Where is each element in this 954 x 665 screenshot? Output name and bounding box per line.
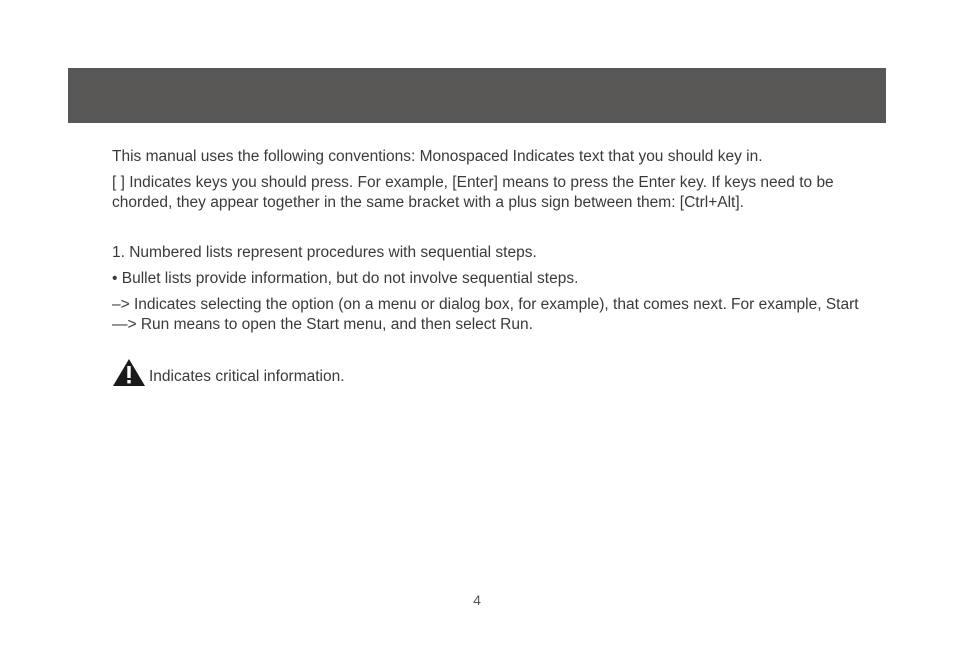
warning-note [112,357,862,387]
numbered-list-paragraph: 1. Numbered lists represent procedures with sequential steps. [112,244,537,261]
warning-triangle-icon [112,358,146,387]
page-number: 4 [473,592,481,608]
arrow-paragraph: –> Indicates selecting the option (on a menu or dialog box, for example), that comes next. For example, Start —> Run means to open the Start menu, and then select Run. [112,296,859,333]
keys-paragraph: [ ] Indicates keys you should press. For example, [Enter] means to press the Enter key. If keys need to be chorded, they appear together in the same bracket with a plus sign between them: [Ctrl+Alt]. [112,174,834,211]
bullet-list-paragraph: • Bullet lists provide information, but do not involve sequential steps. [112,270,579,287]
conventions-intro-paragraph: This manual uses the following conventions: Monospaced Indicates text that you should key in. [112,148,763,165]
header-bar [68,68,886,123]
page-content [112,147,862,387]
warning-text: Indicates critical information. [149,368,345,385]
